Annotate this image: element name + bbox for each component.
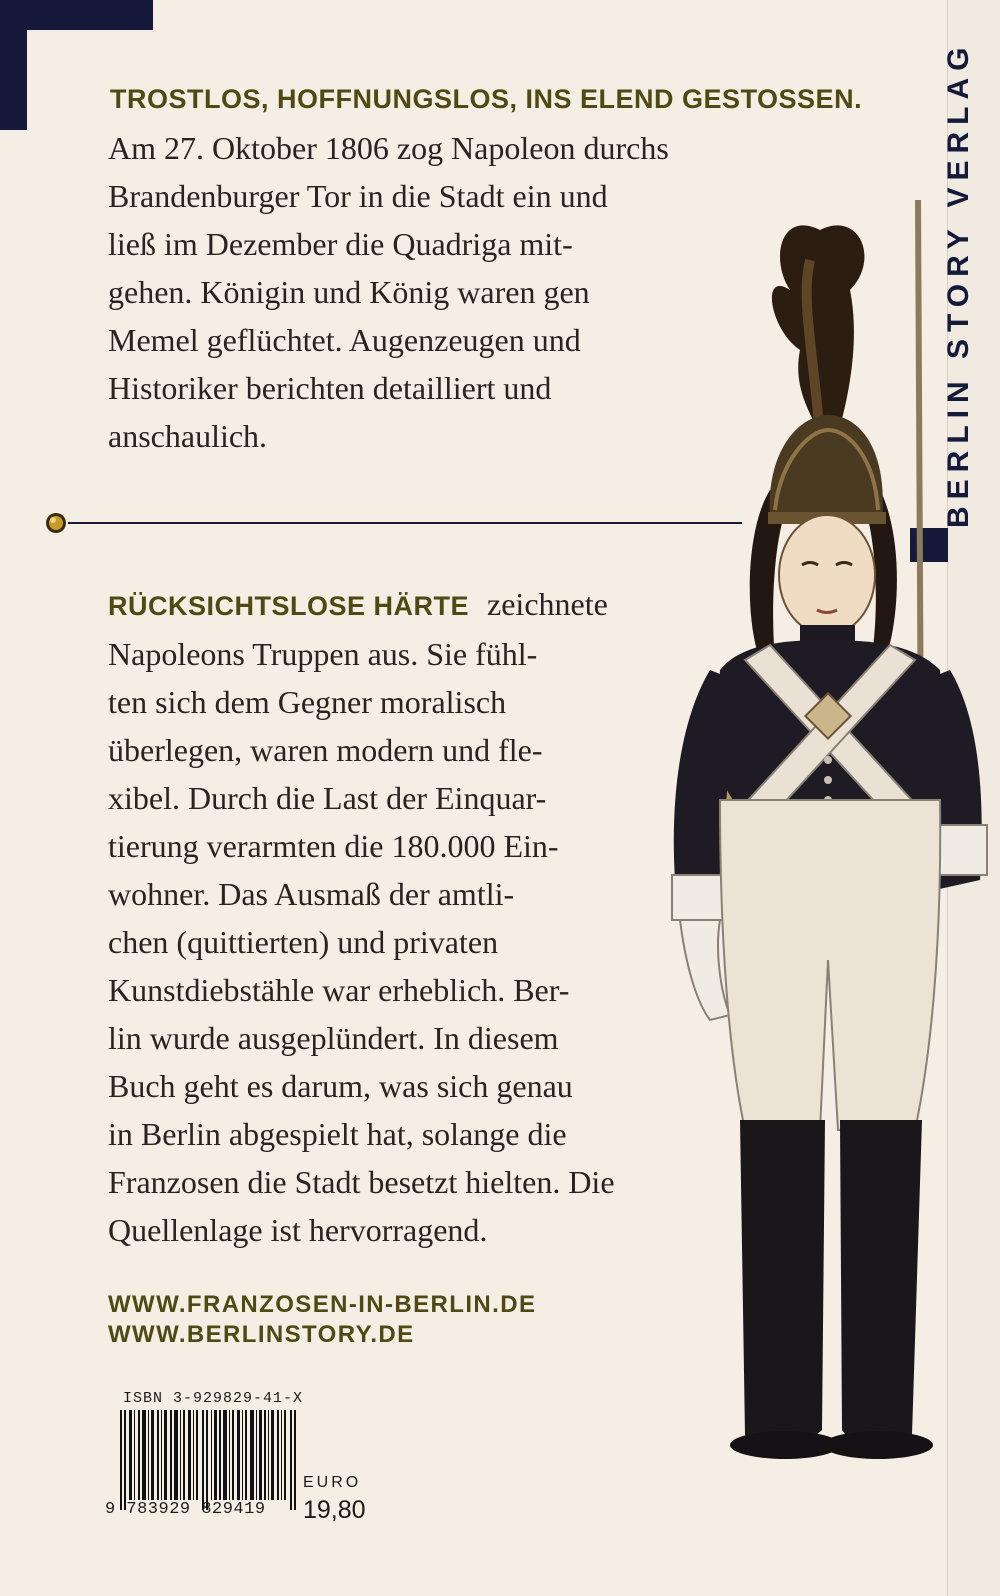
section1-line: anschaulich. (108, 418, 268, 454)
section1-line: gehen. Königin und König waren gen (108, 274, 590, 310)
section2-line: Quellenlage ist hervorragend. (108, 1212, 488, 1248)
section2-line: Franzosen die Stadt besetzt hielten. Die (108, 1164, 615, 1200)
price-amount: 19,80 (303, 1496, 366, 1524)
section2-line: ten sich dem Gegner moralisch (108, 684, 507, 720)
left-navy-stripe (0, 0, 27, 130)
url-berlinstory: WWW.BERLINSTORY.DE (108, 1321, 415, 1348)
section2-line: überlegen, waren modern und fle- (108, 732, 543, 768)
section2-line: Napoleons Truppen aus. Sie fühl- (108, 636, 538, 672)
section2-first-line (108, 580, 648, 630)
section-divider (44, 511, 742, 535)
url-franzosen-in-berlin: WWW.FRANZOSEN-IN-BERLIN.DE (108, 1291, 537, 1318)
section2-line: wohner. Das Ausmaß der amtli- (108, 876, 515, 912)
price-currency: EURO (303, 1474, 362, 1491)
section2-line: in Berlin abgespielt hat, solange die (108, 1116, 567, 1152)
barcode-icon (120, 1410, 300, 1510)
section2-line: Kunstdiebstähle war erheblich. Ber- (108, 972, 570, 1008)
section2-line: tierung verarmten die 180.000 Ein- (108, 828, 559, 864)
section1-line: Historiker berichten detailliert und (108, 370, 552, 406)
section2-line: Buch geht es darum, was sich genau (108, 1068, 573, 1104)
ean-digits: 9 783929 829419 (105, 1500, 266, 1519)
section1-heading: TROSTLOS, HOFFNUNGSLOS, INS ELEND GESTOSSEN. (110, 84, 863, 114)
section2-body (108, 580, 648, 1254)
section1-line: Am 27. Oktober 1806 zog Napoleon durchs (108, 130, 669, 166)
section2-first-line-rest: zeichnete (487, 586, 608, 622)
section1-line: Memel geflüchtet. Augenzeugen und (108, 322, 581, 358)
section2-line: xibel. Durch die Last der Einquar- (108, 780, 547, 816)
spine-publisher-text: BERLIN STORY VERLAG (942, 40, 975, 528)
section2-line: chen (quittierten) und privaten (108, 924, 499, 960)
section1-line: Brandenburger Tor in die Stadt ein und (108, 178, 608, 214)
section2-line: lin wurde ausgeplündert. In diesem (108, 1020, 559, 1056)
section2-heading: RÜCKSICHTSLOSE HÄRTE (108, 591, 470, 621)
soldier-illustration (650, 200, 990, 1500)
website-links (108, 1290, 536, 1350)
isbn-label: ISBN 3-929829-41-X (123, 1390, 304, 1407)
section1-line: ließ im Dezember die Quadriga mit- (108, 226, 573, 262)
